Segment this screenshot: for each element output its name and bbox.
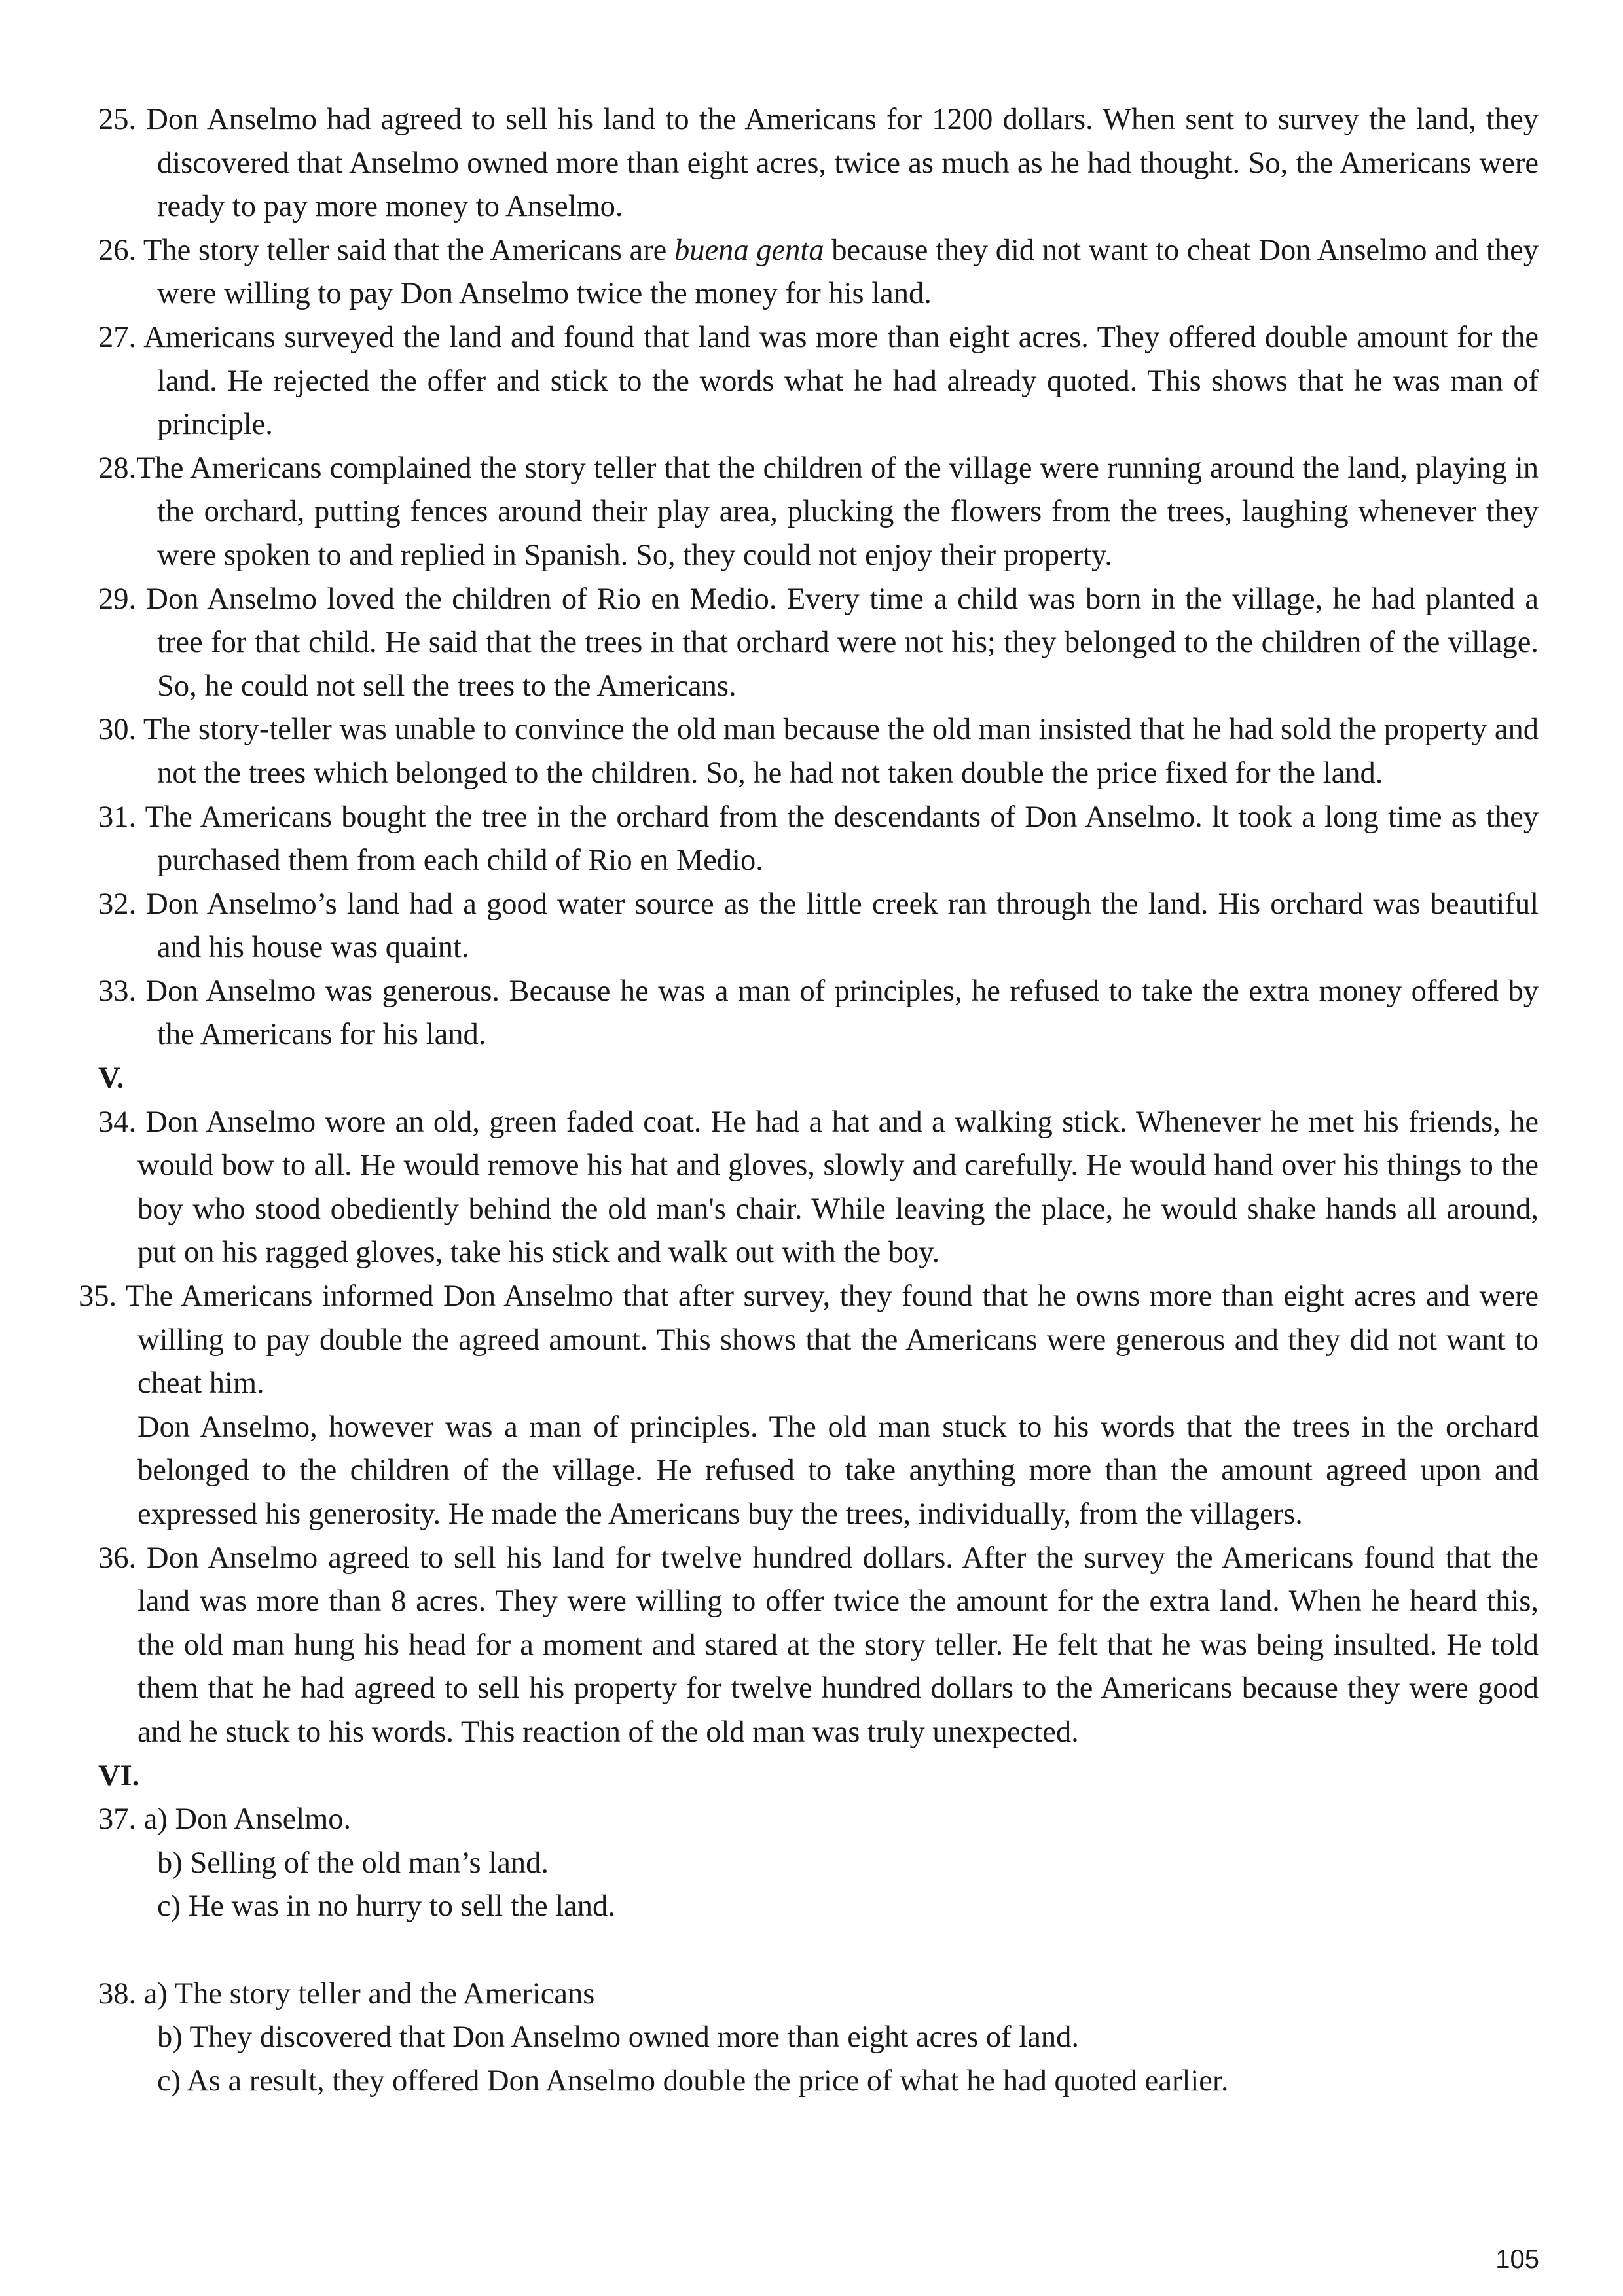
answer-28-text: 28.The Americans complained the story teller that the children of the village were running around the land, playing in the orchard, putting fences around their play area, plucking the flowers from the trees, laughing whenever they were spoken to and replied in Spanish. So, they could not enjoy their property. [98, 451, 1539, 572]
document-page [72, 98, 1539, 2103]
answer-29-text: 29. Don Anselmo loved the children of Rio en Medio. Every time a child was born in the village, he had planted a tree for that child. He said that the trees in that orchard were not his; they belonged to the children of the village. So, he could not sell the trees to the Americans. [98, 582, 1539, 703]
answer-33 [72, 970, 1539, 1057]
answer-31 [72, 796, 1539, 883]
answer-26-text-post: because they did not want to cheat Don Anselmo and they were willing to pay Don Anselmo twice the money for his land. [157, 233, 1539, 311]
answer-28 [72, 447, 1539, 578]
answer-37-a: 37. a) Don Anselmo. [98, 1803, 352, 1837]
answer-37-c: c) He was in no hurry to sell the land. [157, 1890, 615, 1924]
answer-33-text: 33. Don Anselmo was generous. Because he was a man of principles, he refused to take the extra money offered by the Americans for his land. [98, 974, 1539, 1052]
answer-38-a: 38. a) The story teller and the Americans [98, 1977, 595, 2011]
answer-25-text: 25. Don Anselmo had agreed to sell his land to the Americans for 1200 dollars. When sent to survey the land, they discovered that Anselmo owned more than eight acres, twice as much as he had thought. So, the Americans were ready to pay more money to Anselmo. [98, 103, 1539, 224]
answer-37-b: b) Selling of the old man’s land. [157, 1846, 549, 1880]
answer-32 [72, 883, 1539, 970]
answer-31-text: 31. The Americans bought the tree in the orchard from the descendants of Don Anselmo. lt took a long time as they purchased them from each child of Rio en Medio. [98, 800, 1539, 878]
answer-38-c: c) As a result, they offered Don Anselmo double the price of what he had quoted earlier. [157, 2064, 1229, 2098]
answer-36 [72, 1537, 1539, 1755]
section-heading-v: V. [98, 1062, 124, 1096]
answer-30 [72, 708, 1539, 795]
answer-25 [72, 98, 1539, 229]
answer-26-text-pre: 26. The story teller said that the Americans are [98, 233, 674, 267]
answer-38-b: b) They discovered that Don Anselmo owned more than eight acres of land. [157, 2020, 1079, 2054]
answer-34-text: 34. Don Anselmo wore an old, green faded coat. He had a hat and a walking stick. Whenever he met his friends, he would bow to all. He would remove his hat and gloves, slowly and carefully. He would hand over his things to the boy who stood obediently behind the old man's chair. While leaving the place, he would shake hands all around, put on his ragged gloves, take his stick and walk out with the boy. [98, 1105, 1539, 1270]
answer-34 [72, 1101, 1539, 1275]
section-heading-vi: VI. [98, 1759, 140, 1793]
answer-27-text: 27. Americans surveyed the land and found that land was more than eight acres. They offered double amount for the land. He rejected the offer and stick to the words what he had already quoted. This shows that he was man of principle. [98, 320, 1539, 442]
answer-32-text: 32. Don Anselmo’s land had a good water source as the little creek ran through the land. His orchard was beautiful and his house was quaint. [98, 887, 1539, 965]
page-number: 105 [1495, 2245, 1539, 2274]
answer-36-text: 36. Don Anselmo agreed to sell his land for twelve hundred dollars. After the survey the Americans found that the land was more than 8 acres. They were willing to offer twice the amount for the extra land. When he heard this, the old man hung his head for a moment and stared at the story teller. He felt that he was being insulted. He told them that he had agreed to sell his property for twelve hundred dollars to the Americans because they were good and he stuck to his words. This reaction of the old man was truly unexpected. [98, 1541, 1539, 1749]
answer-35-continuation [72, 1406, 1539, 1537]
answer-35-continuation-text: Don Anselmo, however was a man of principles. The old man stuck to his words that the trees in the orchard belonged to the children of the village. He refused to take anything more than the amount agreed upon and expressed his generosity. He made the Americans buy the trees, individually, from the villagers. [137, 1410, 1539, 1531]
answer-26-italic-phrase: buena genta [674, 233, 824, 267]
blank-line [72, 1929, 1539, 1973]
answer-35-text: 35. The Americans informed Don Anselmo that after survey, they found that he owns more than eight acres and were willing to pay double the agreed amount. This shows that the Americans were generous and they did not want to cheat him. [79, 1280, 1539, 1401]
answer-27 [72, 316, 1539, 447]
answer-29 [72, 578, 1539, 709]
answer-35 [72, 1275, 1539, 1406]
answer-30-text: 30. The story-teller was unable to convince the old man because the old man insisted that he had sold the property and not the trees which belonged to the children. So, he had not taken double the price fixed for the land. [98, 713, 1539, 790]
answer-26 [72, 229, 1539, 316]
